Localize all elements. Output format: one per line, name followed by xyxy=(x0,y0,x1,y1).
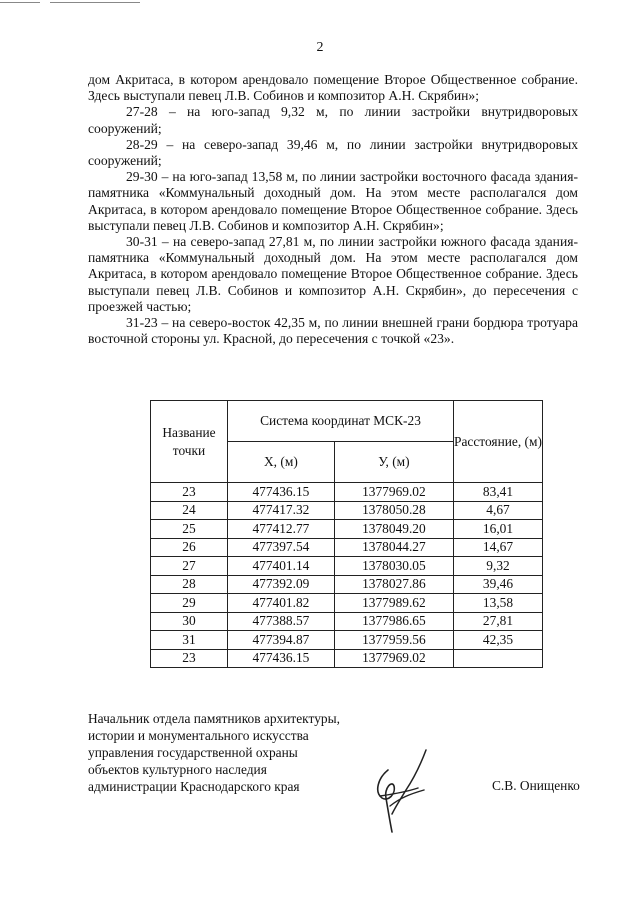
cell-distance: 9,32 xyxy=(454,557,543,576)
table-row xyxy=(151,538,543,557)
paragraph: 28-29 – на северо-запад 39,46 м, по линии застройки внутридворовых сооружений; xyxy=(88,136,578,169)
paragraph: 29-30 – на юго-запад 13,58 м, по линии застройки восточного фасада здания-памятника «Коммунальный доходный дом. На этом месте располагался дом Акритаса, в котором арендовало помещение Второе Общественное собрание. Здесь выступали певец Л.В. Собинов и композитор А.Н. Скрябин»; xyxy=(88,169,578,233)
paragraph: 27-28 – на юго-запад 9,32 м, по линии застройки внутридворовых сооружений; xyxy=(88,104,578,136)
cell-x: 477436.15 xyxy=(228,483,335,502)
scan-edge-line xyxy=(0,2,40,3)
cell-point: 29 xyxy=(151,594,228,613)
cell-y: 1377969.02 xyxy=(334,483,453,502)
cell-x: 477388.57 xyxy=(228,612,335,631)
cell-x: 477417.32 xyxy=(228,501,335,520)
cell-point: 27 xyxy=(151,557,228,576)
cell-distance: 39,46 xyxy=(454,575,543,594)
cell-y: 1378030.05 xyxy=(334,557,453,576)
table-row xyxy=(151,594,543,613)
cell-point: 23 xyxy=(151,649,228,668)
handwritten-signature xyxy=(370,748,442,834)
cell-point: 26 xyxy=(151,538,228,557)
cell-y: 1377989.62 xyxy=(334,594,453,613)
header-coordinate-system: Система координат МСК-23 xyxy=(228,401,454,442)
cell-distance: 13,58 xyxy=(454,594,543,613)
cell-x: 477392.09 xyxy=(228,575,335,594)
cell-point: 31 xyxy=(151,631,228,650)
scan-edge-line xyxy=(50,2,140,3)
table-row xyxy=(151,649,543,668)
signatory-line: управления государственной охраны xyxy=(88,745,298,760)
cell-distance: 83,41 xyxy=(454,483,543,502)
cell-x: 477401.14 xyxy=(228,557,335,576)
cell-x: 477412.77 xyxy=(228,520,335,539)
cell-y: 1377969.02 xyxy=(334,649,453,668)
cell-y: 1378027.86 xyxy=(334,575,453,594)
cell-y: 1377986.65 xyxy=(334,612,453,631)
header-point-name: Название точки xyxy=(151,401,228,483)
signatory-title xyxy=(88,710,388,795)
header-y: У, (м) xyxy=(334,442,453,483)
paragraph: дом Акритаса, в котором арендовало помещение Второе Общественное собрание. Здесь выступали певец Л.В. Собинов и композитор А.Н. Скрябин»; xyxy=(88,72,578,104)
cell-point: 28 xyxy=(151,575,228,594)
cell-y: 1378044.27 xyxy=(334,538,453,557)
body-text xyxy=(88,72,578,347)
table-row xyxy=(151,575,543,594)
cell-distance xyxy=(454,649,543,668)
cell-point: 25 xyxy=(151,520,228,539)
table-row xyxy=(151,557,543,576)
cell-distance: 4,67 xyxy=(454,501,543,520)
cell-x: 477436.15 xyxy=(228,649,335,668)
cell-point: 30 xyxy=(151,612,228,631)
cell-distance: 42,35 xyxy=(454,631,543,650)
table-row xyxy=(151,520,543,539)
paragraph: 30-31 – на северо-запад 27,81 м, по линии застройки южного фасада здания-памятника «Коммунальный доходный дом. На этом месте располагался дом Акритаса, в котором арендовало помещение Второе Общественное собрание. Здесь выступали певец Л.В. Собинов и композитор А.Н. Скрябин», до пересечения с проезжей частью; xyxy=(88,234,578,314)
cell-y: 1377959.56 xyxy=(334,631,453,650)
paragraph: 31-23 – на северо-восток 42,35 м, по линии внешней грани бордюра тротуара восточной стороны ул. Красной, до пересечения с точкой «23». xyxy=(88,315,578,347)
page-number: 2 xyxy=(316,40,324,55)
signatory-line: Начальник отдела памятников архитектуры, xyxy=(88,711,340,726)
signatory-line: истории и монументального искусства xyxy=(88,728,309,743)
cell-distance: 16,01 xyxy=(454,520,543,539)
signer-name: С.В. Онищенко xyxy=(492,778,580,793)
signatory-line: объектов культурного наследия xyxy=(88,762,267,777)
cell-y: 1378049.20 xyxy=(334,520,453,539)
cell-distance: 27,81 xyxy=(454,612,543,631)
signatory-line: администрации Краснодарского края xyxy=(88,779,300,794)
table-row xyxy=(151,612,543,631)
table-row xyxy=(151,501,543,520)
cell-point: 23 xyxy=(151,483,228,502)
header-x: X, (м) xyxy=(228,442,335,483)
header-distance: Расстояние, (м) xyxy=(454,401,543,483)
cell-x: 477397.54 xyxy=(228,538,335,557)
cell-distance: 14,67 xyxy=(454,538,543,557)
table-row xyxy=(151,631,543,650)
cell-point: 24 xyxy=(151,501,228,520)
cell-y: 1378050.28 xyxy=(334,501,453,520)
coordinates-table xyxy=(150,400,543,668)
table-row xyxy=(151,483,543,502)
cell-x: 477401.82 xyxy=(228,594,335,613)
cell-x: 477394.87 xyxy=(228,631,335,650)
